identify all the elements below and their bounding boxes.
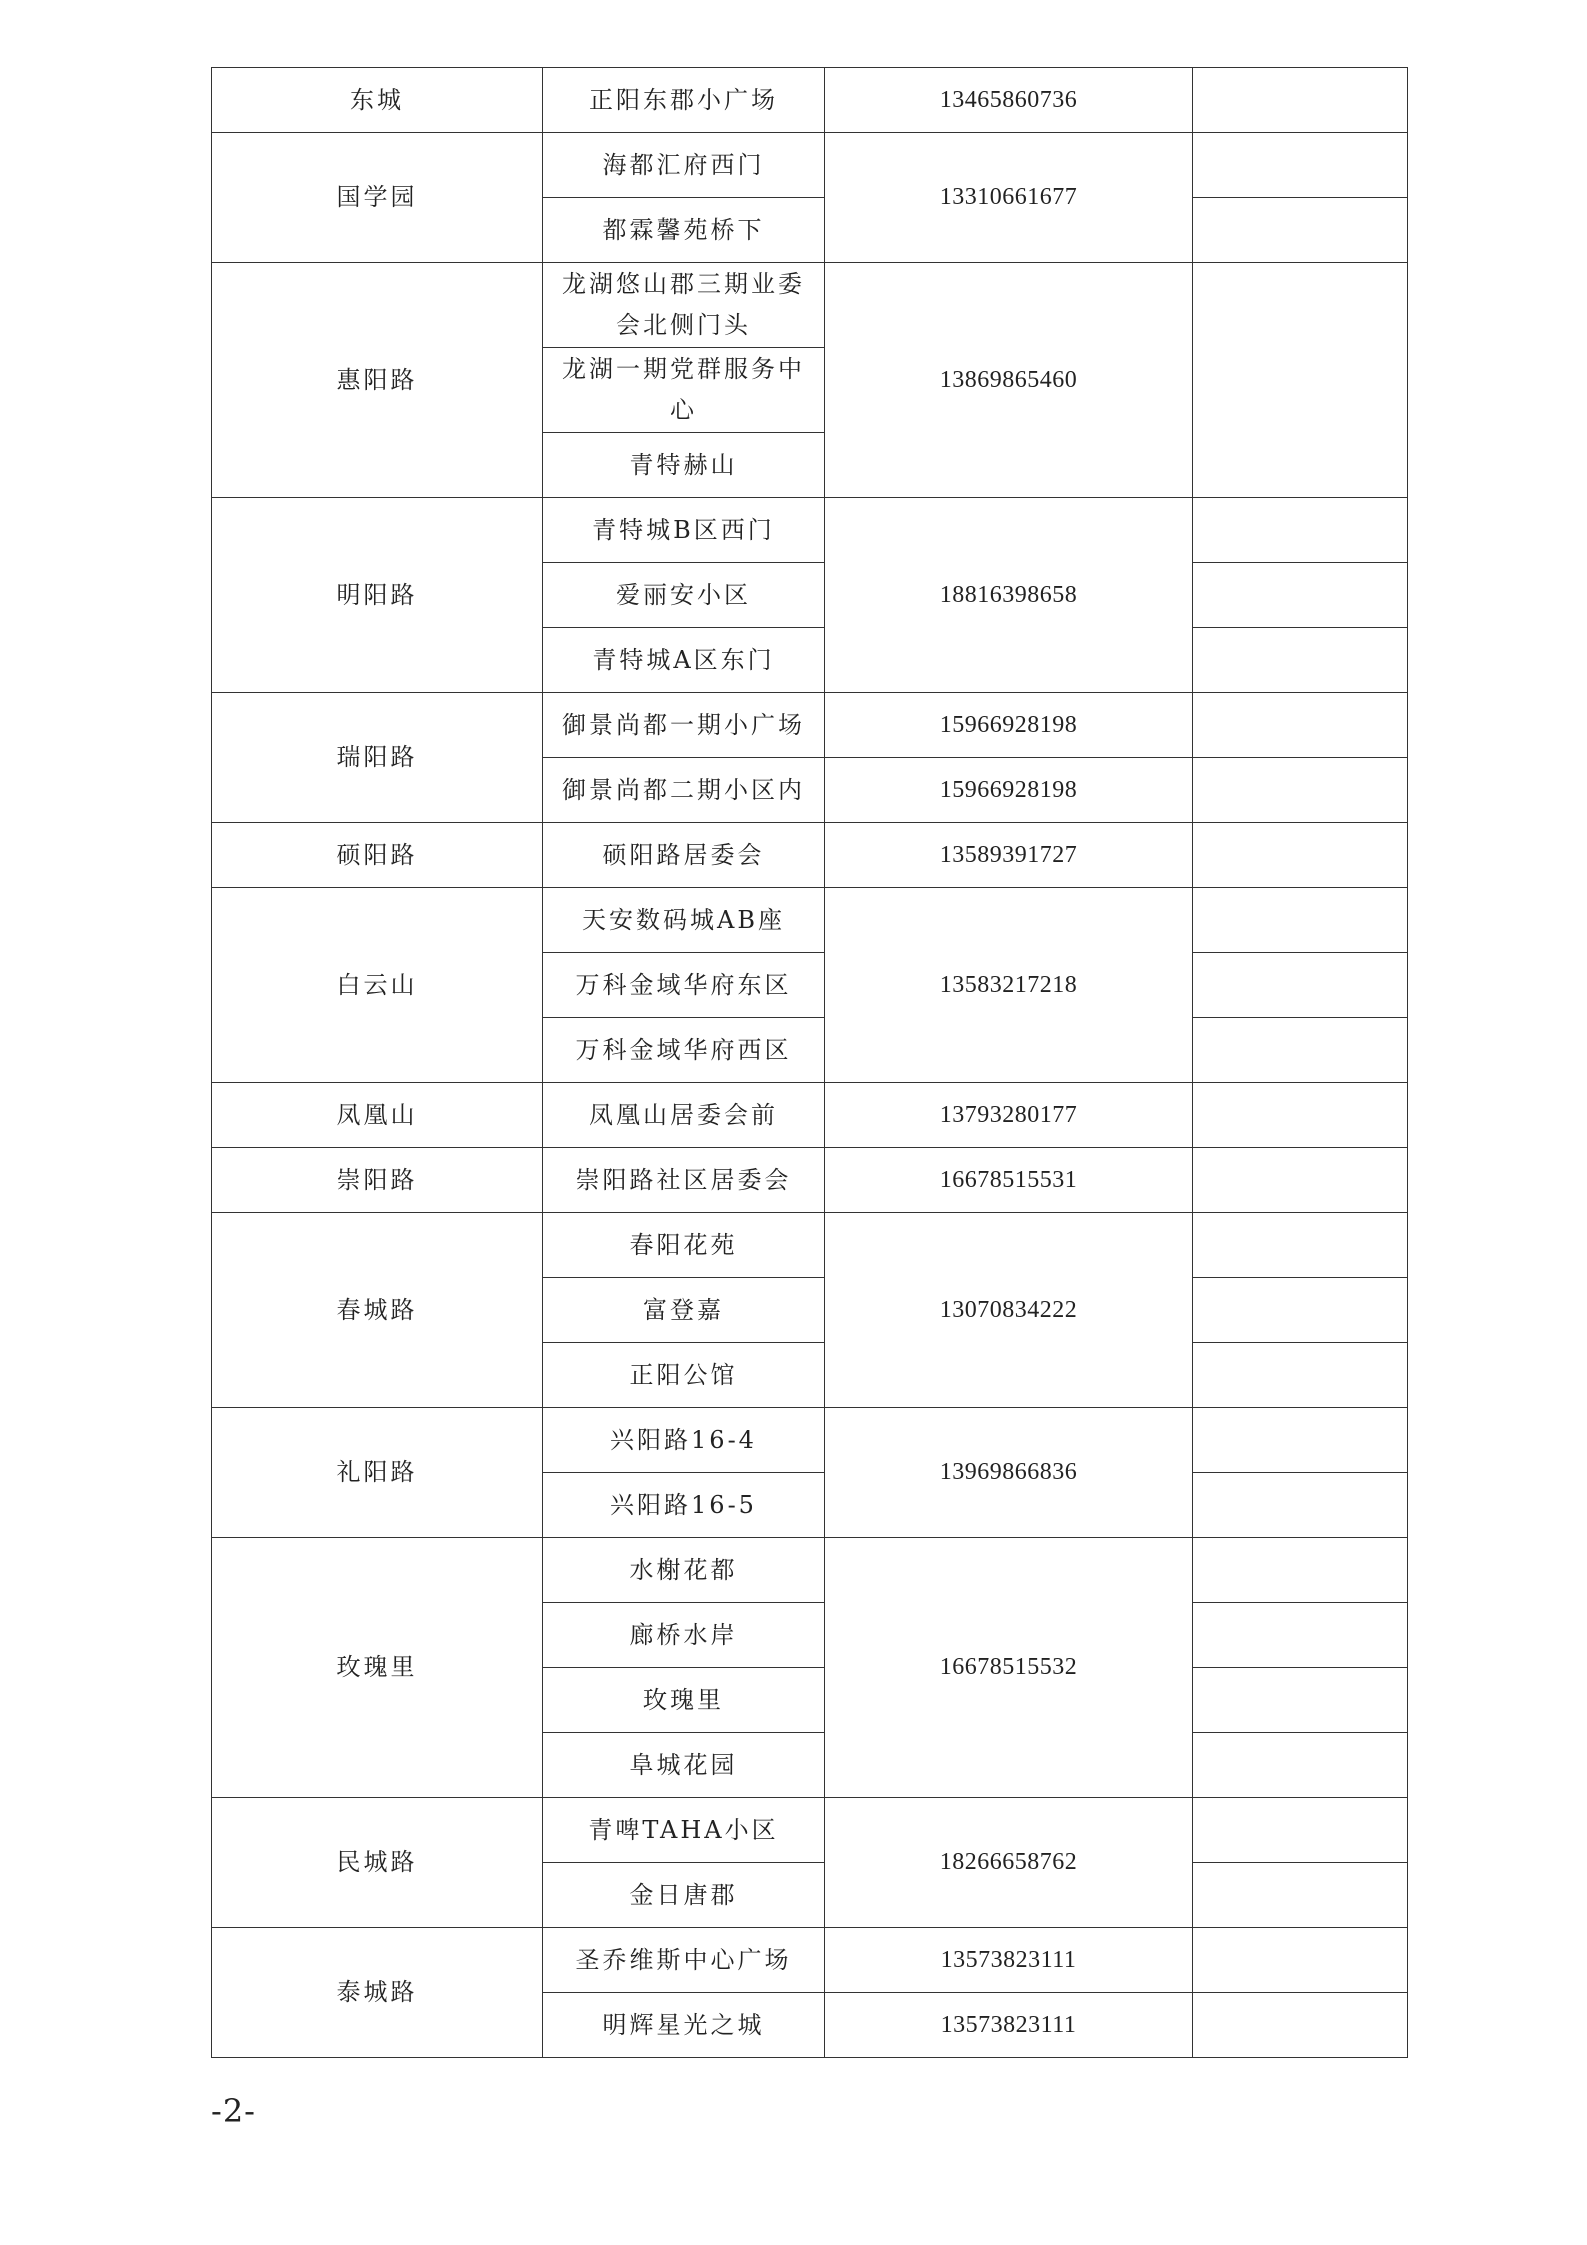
location-cell: 金日唐郡 xyxy=(543,1863,825,1928)
location-cell: 海都汇府西门 xyxy=(543,133,825,198)
note-cell xyxy=(1193,1473,1408,1538)
table-row xyxy=(212,888,1408,953)
location-cell: 万科金域华府西区 xyxy=(543,1018,825,1083)
location-cell: 崇阳路社区居委会 xyxy=(543,1148,825,1213)
note-cell xyxy=(1193,693,1408,758)
location-cell: 爱丽安小区 xyxy=(543,563,825,628)
table-row xyxy=(212,263,1408,348)
note-cell xyxy=(1193,498,1408,563)
phone-cell: 13573823111 xyxy=(825,1928,1193,1993)
table-row xyxy=(212,133,1408,198)
note-cell xyxy=(1193,1148,1408,1213)
note-cell xyxy=(1193,1213,1408,1278)
location-cell: 圣乔维斯中心广场 xyxy=(543,1928,825,1993)
location-cell: 明辉星光之城 xyxy=(543,1993,825,2058)
note-cell xyxy=(1193,1018,1408,1083)
community-cell: 崇阳路 xyxy=(212,1148,543,1213)
phone-cell: 18816398658 xyxy=(825,498,1193,693)
note-cell xyxy=(1193,1408,1408,1473)
note-cell xyxy=(1193,133,1408,198)
distribution-table-sheet xyxy=(211,67,1407,2058)
phone-cell: 13793280177 xyxy=(825,1083,1193,1148)
note-cell xyxy=(1193,1278,1408,1343)
community-cell: 国学园 xyxy=(212,133,543,263)
location-cell: 龙湖一期党群服务中心 xyxy=(543,348,825,433)
phone-cell: 16678515532 xyxy=(825,1538,1193,1798)
phone-cell: 13465860736 xyxy=(825,68,1193,133)
phone-cell: 13969866836 xyxy=(825,1408,1193,1538)
phone-cell: 13573823111 xyxy=(825,1993,1193,2058)
community-cell: 瑞阳路 xyxy=(212,693,543,823)
location-cell: 富登嘉 xyxy=(543,1278,825,1343)
note-cell xyxy=(1193,758,1408,823)
table-row xyxy=(212,1928,1408,1993)
note-cell xyxy=(1193,1668,1408,1733)
note-cell xyxy=(1193,1928,1408,1993)
table-row xyxy=(212,693,1408,758)
phone-cell: 15966928198 xyxy=(825,693,1193,758)
note-cell xyxy=(1193,563,1408,628)
phone-cell: 15966928198 xyxy=(825,758,1193,823)
note-cell xyxy=(1193,68,1408,133)
note-cell xyxy=(1193,198,1408,263)
note-cell xyxy=(1193,628,1408,693)
location-cell: 硕阳路居委会 xyxy=(543,823,825,888)
location-cell: 青特赫山 xyxy=(543,433,825,498)
table-row xyxy=(212,1408,1408,1473)
location-cell: 水榭花都 xyxy=(543,1538,825,1603)
community-cell: 民城路 xyxy=(212,1798,543,1928)
note-cell xyxy=(1193,1733,1408,1798)
location-cell: 兴阳路16-5 xyxy=(543,1473,825,1538)
location-cell: 青特城A区东门 xyxy=(543,628,825,693)
table-row xyxy=(212,1798,1408,1863)
note-cell xyxy=(1193,1863,1408,1928)
community-cell: 玫瑰里 xyxy=(212,1538,543,1798)
community-cell: 东城 xyxy=(212,68,543,133)
location-cell: 万科金域华府东区 xyxy=(543,953,825,1018)
location-cell: 兴阳路16-4 xyxy=(543,1408,825,1473)
note-cell xyxy=(1193,1343,1408,1408)
location-cell: 青特城B区西门 xyxy=(543,498,825,563)
location-cell: 天安数码城AB座 xyxy=(543,888,825,953)
table-row xyxy=(212,68,1408,133)
note-cell xyxy=(1193,1603,1408,1668)
page-number: -2- xyxy=(211,2092,256,2130)
community-cell: 白云山 xyxy=(212,888,543,1083)
location-cell: 凤凰山居委会前 xyxy=(543,1083,825,1148)
phone-cell: 18266658762 xyxy=(825,1798,1193,1928)
location-cell: 御景尚都一期小广场 xyxy=(543,693,825,758)
table-row xyxy=(212,1213,1408,1278)
community-cell: 惠阳路 xyxy=(212,263,543,498)
community-cell: 春城路 xyxy=(212,1213,543,1408)
location-cell: 阜城花园 xyxy=(543,1733,825,1798)
note-cell xyxy=(1193,263,1408,498)
community-cell: 礼阳路 xyxy=(212,1408,543,1538)
table-row xyxy=(212,823,1408,888)
table-row xyxy=(212,1538,1408,1603)
note-cell xyxy=(1193,823,1408,888)
phone-cell: 13583217218 xyxy=(825,888,1193,1083)
phone-cell: 13310661677 xyxy=(825,133,1193,263)
location-cell: 都霖馨苑桥下 xyxy=(543,198,825,263)
note-cell xyxy=(1193,888,1408,953)
location-cell: 青啤TAHA小区 xyxy=(543,1798,825,1863)
community-cell: 凤凰山 xyxy=(212,1083,543,1148)
distribution-points-table xyxy=(211,67,1408,2058)
location-cell: 春阳花苑 xyxy=(543,1213,825,1278)
location-cell: 御景尚都二期小区内 xyxy=(543,758,825,823)
location-cell: 廊桥水岸 xyxy=(543,1603,825,1668)
note-cell xyxy=(1193,1798,1408,1863)
table-row xyxy=(212,498,1408,563)
note-cell xyxy=(1193,953,1408,1018)
phone-cell: 16678515531 xyxy=(825,1148,1193,1213)
community-cell: 明阳路 xyxy=(212,498,543,693)
location-cell: 玫瑰里 xyxy=(543,1668,825,1733)
location-cell: 正阳东郡小广场 xyxy=(543,68,825,133)
phone-cell: 13869865460 xyxy=(825,263,1193,498)
location-cell: 龙湖悠山郡三期业委会北侧门头 xyxy=(543,263,825,348)
location-cell: 正阳公馆 xyxy=(543,1343,825,1408)
phone-cell: 13070834222 xyxy=(825,1213,1193,1408)
phone-cell: 13589391727 xyxy=(825,823,1193,888)
table-row xyxy=(212,1148,1408,1213)
note-cell xyxy=(1193,1538,1408,1603)
community-cell: 硕阳路 xyxy=(212,823,543,888)
table-row xyxy=(212,1083,1408,1148)
note-cell xyxy=(1193,1083,1408,1148)
note-cell xyxy=(1193,1993,1408,2058)
community-cell: 泰城路 xyxy=(212,1928,543,2058)
